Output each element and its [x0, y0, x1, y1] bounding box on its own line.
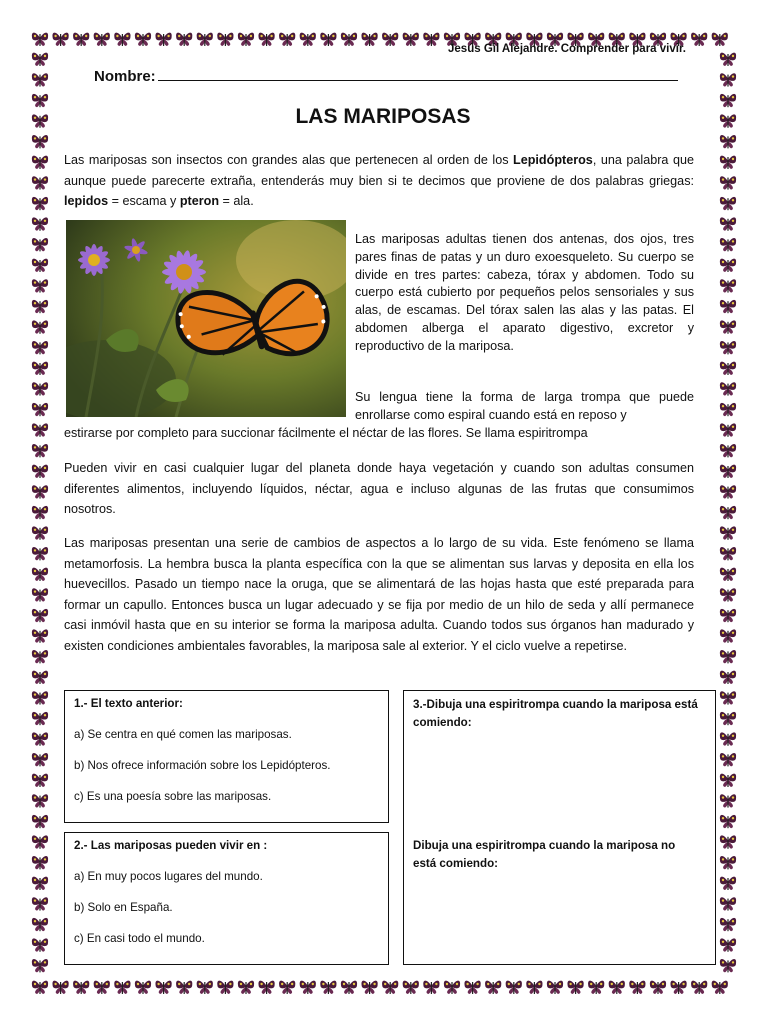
- border-butterfly-icon: [720, 94, 736, 107]
- q1-option-c[interactable]: c) Es una poesía sobre las mariposas.: [74, 790, 272, 803]
- border-butterfly-icon: [32, 918, 48, 931]
- border-butterfly-icon: [720, 73, 736, 86]
- name-field[interactable]: [94, 68, 678, 85]
- border-butterfly-icon: [32, 815, 48, 828]
- q1-option-b[interactable]: b) Nos ofrece información sobre los Lepidópteros.: [74, 759, 331, 772]
- border-butterfly-icon: [720, 609, 736, 622]
- name-label: Nombre:: [94, 68, 156, 85]
- border-butterfly-icon: [720, 53, 736, 66]
- term-lepidos: lepidos: [64, 194, 109, 208]
- border-butterfly-icon: [32, 794, 48, 807]
- border-butterfly-icon: [720, 362, 736, 375]
- border-butterfly-icon: [720, 753, 736, 766]
- border-butterfly-icon: [720, 423, 736, 436]
- border-butterfly-icon: [32, 609, 48, 622]
- q2-option-b[interactable]: b) Solo en España.: [74, 901, 173, 914]
- term-pteron: pteron: [179, 194, 220, 208]
- border-butterfly-icon: [32, 73, 48, 86]
- border-butterfly-icon: [720, 279, 736, 292]
- border-butterfly-icon: [32, 259, 48, 272]
- border-butterfly-icon: [720, 918, 736, 931]
- border-butterfly-icon: [720, 465, 736, 478]
- border-butterfly-icon: [32, 114, 48, 127]
- border-butterfly-icon: [32, 33, 48, 46]
- border-butterfly-icon: [32, 217, 48, 230]
- border-butterfly-icon: [32, 485, 48, 498]
- border-butterfly-icon: [720, 506, 736, 519]
- border-butterfly-icon: [32, 135, 48, 148]
- border-butterfly-icon: [720, 444, 736, 457]
- border-butterfly-icon: [32, 156, 48, 169]
- border-butterfly-icon: [32, 403, 48, 416]
- border-butterfly-icon: [32, 568, 48, 581]
- anatomy-paragraph: Las mariposas adultas tienen dos antenas, dos ojos, tres pares finas de patas y un duro exoesqueleto. Su cuerpo se divide en tres partes: cabeza, tórax y abdomen. Todo su cuerpo está cubierto por pequeños pelos sensoriales y sus alas, de escamas. Del tórax salen las alas y las patas. El abdomen alberga el aparato digestivo, excretor y reproductivo de la mariposa.: [355, 232, 694, 353]
- border-butterfly-icon: [720, 135, 736, 148]
- border-butterfly-icon: [720, 547, 736, 560]
- border-butterfly-icon: [720, 938, 736, 951]
- tongue-paragraph-full: estirarse por completo para succionar fácilmente el néctar de las flores. Se llama espiritrompa: [64, 426, 588, 440]
- border-butterfly-icon: [32, 691, 48, 704]
- question-1-title: 1.- El texto anterior:: [74, 697, 183, 710]
- question-3b-title: Dibuja una espiritrompa cuando la mariposa no está comiendo:: [413, 839, 676, 870]
- question-2-box: [64, 832, 389, 965]
- border-butterfly-icon: [32, 506, 48, 519]
- border-butterfly-icon: [720, 959, 736, 972]
- border-butterfly-icon: [720, 671, 736, 684]
- border-butterfly-icon: [32, 650, 48, 663]
- border-butterfly-icon: [720, 856, 736, 869]
- border-butterfly-icon: [720, 588, 736, 601]
- border-butterfly-icon: [720, 629, 736, 642]
- border-butterfly-icon: [32, 671, 48, 684]
- border-butterfly-icon: [720, 382, 736, 395]
- question-2-title: 2.- Las mariposas pueden vivir en :: [74, 839, 268, 852]
- border-butterfly-icon: [712, 33, 728, 46]
- border-butterfly-icon: [32, 382, 48, 395]
- border-butterfly-icon: [32, 774, 48, 787]
- border-butterfly-icon: [32, 588, 48, 601]
- border-butterfly-icon: [32, 197, 48, 210]
- border-butterfly-icon: [32, 959, 48, 972]
- border-butterfly-icon: [32, 362, 48, 375]
- q2-option-c[interactable]: c) En casi todo el mundo.: [74, 932, 205, 945]
- border-butterfly-icon: [32, 423, 48, 436]
- border-butterfly-icon: [720, 300, 736, 313]
- habitat-paragraph: Pueden vivir en casi cualquier lugar del planeta donde haya vegetación y cuando son adultas consumen diferentes alimentos, incluyendo líquidos, néctar, agua e incluso algunas de las frutas que consumimos nosotros.: [64, 461, 694, 516]
- border-butterfly-icon: [720, 320, 736, 333]
- border-butterfly-icon: [720, 341, 736, 354]
- border-butterfly-icon: [720, 691, 736, 704]
- intro-paragraph: Las mariposas son insectos con grandes alas que pertenecen al orden de los Lepidópteros, una palabra que aunque puede parecerte extraña, entenderás muy bien si te decimos que proviene de dos palabras griegas: lepidos = escama y pteron = ala.: [64, 153, 694, 208]
- border-butterfly-icon: [720, 835, 736, 848]
- term-lepidopteros: Lepidópteros: [513, 153, 593, 167]
- border-butterfly-icon: [32, 53, 48, 66]
- border-butterfly-icon: [32, 300, 48, 313]
- border-butterfly-icon: [720, 794, 736, 807]
- border-butterfly-icon: [720, 774, 736, 787]
- border-butterfly-icon: [720, 217, 736, 230]
- border-butterfly-icon: [32, 732, 48, 745]
- border-butterfly-icon: [32, 279, 48, 292]
- border-butterfly-icon: [720, 712, 736, 725]
- question-1-box: [64, 690, 389, 823]
- border-butterfly-icon: [720, 732, 736, 745]
- border-butterfly-icon: [32, 629, 48, 642]
- border-butterfly-icon: [720, 176, 736, 189]
- border-butterfly-icon: [32, 341, 48, 354]
- border-butterfly-icon: [32, 176, 48, 189]
- border-butterfly-icon: [32, 938, 48, 951]
- border-butterfly-icon: [720, 485, 736, 498]
- border-butterfly-icon: [720, 877, 736, 890]
- border-butterfly-icon: [32, 526, 48, 539]
- border-butterfly-icon: [720, 259, 736, 272]
- border-butterfly-icon: [32, 712, 48, 725]
- border-butterfly-icon: [32, 856, 48, 869]
- question-3-drawing-box[interactable]: [403, 690, 716, 965]
- border-butterfly-icon: [32, 753, 48, 766]
- name-blank-line[interactable]: [158, 68, 678, 81]
- border-butterfly-icon: [712, 981, 728, 994]
- metamorphosis-paragraph: Las mariposas presentan una serie de cambios de aspectos a lo largo de su vida. Este fenómeno se llama metamorfosis. La hembra busca la planta específica con la que se alimentan sus larvas y deposita en ella los huevecillos. Pasado un tiempo nace la oruga, que se alimentará de las hojas hasta que esté preparada para formar un capullo. Entonces busca un lugar adecuado y se fija por medio de un hilo de seda y allí permanece casi inmóvil hasta que en su interior se forma la mariposa adulta. Cuando todos sus órganos han madurado y existen condiciones ambientales favorables, la mariposa sale al exterior. Y el ciclo vuelve a repetirse.: [64, 536, 694, 653]
- border-butterfly-icon: [720, 568, 736, 581]
- border-butterfly-icon: [720, 897, 736, 910]
- border-butterfly-icon: [720, 403, 736, 416]
- border-butterfly-icon: [32, 444, 48, 457]
- border-butterfly-icon: [32, 465, 48, 478]
- q1-option-a[interactable]: a) Se centra en qué comen las mariposas.: [74, 728, 292, 741]
- border-butterfly-icon: [32, 547, 48, 560]
- author-credit: Jesús Gil Alejandre. Comprender para vivir.: [448, 43, 686, 55]
- border-butterfly-icon: [720, 526, 736, 539]
- q2-option-a[interactable]: a) En muy pocos lugares del mundo.: [74, 870, 263, 883]
- border-butterfly-icon: [720, 238, 736, 251]
- monarch-butterfly-photo: [66, 220, 346, 417]
- border-butterfly-icon: [32, 897, 48, 910]
- border-butterfly-icon: [720, 650, 736, 663]
- border-butterfly-icon: [32, 320, 48, 333]
- worksheet-page: [58, 38, 708, 988]
- border-butterfly-icon: [720, 815, 736, 828]
- border-butterfly-icon: [32, 238, 48, 251]
- question-3-title: 3.-Dibuja una espiritrompa cuando la mariposa está comiendo:: [413, 698, 698, 729]
- border-butterfly-icon: [720, 197, 736, 210]
- border-butterfly-icon: [32, 835, 48, 848]
- border-butterfly-icon: [32, 981, 48, 994]
- border-butterfly-icon: [32, 877, 48, 890]
- page-title: LAS MARIPOSAS: [295, 105, 471, 128]
- border-butterfly-icon: [720, 114, 736, 127]
- border-butterfly-icon: [720, 156, 736, 169]
- border-butterfly-icon: [32, 94, 48, 107]
- tongue-paragraph-side: Su lengua tiene la forma de larga trompa que puede enrollarse como espiral cuando está en reposo y: [355, 390, 694, 422]
